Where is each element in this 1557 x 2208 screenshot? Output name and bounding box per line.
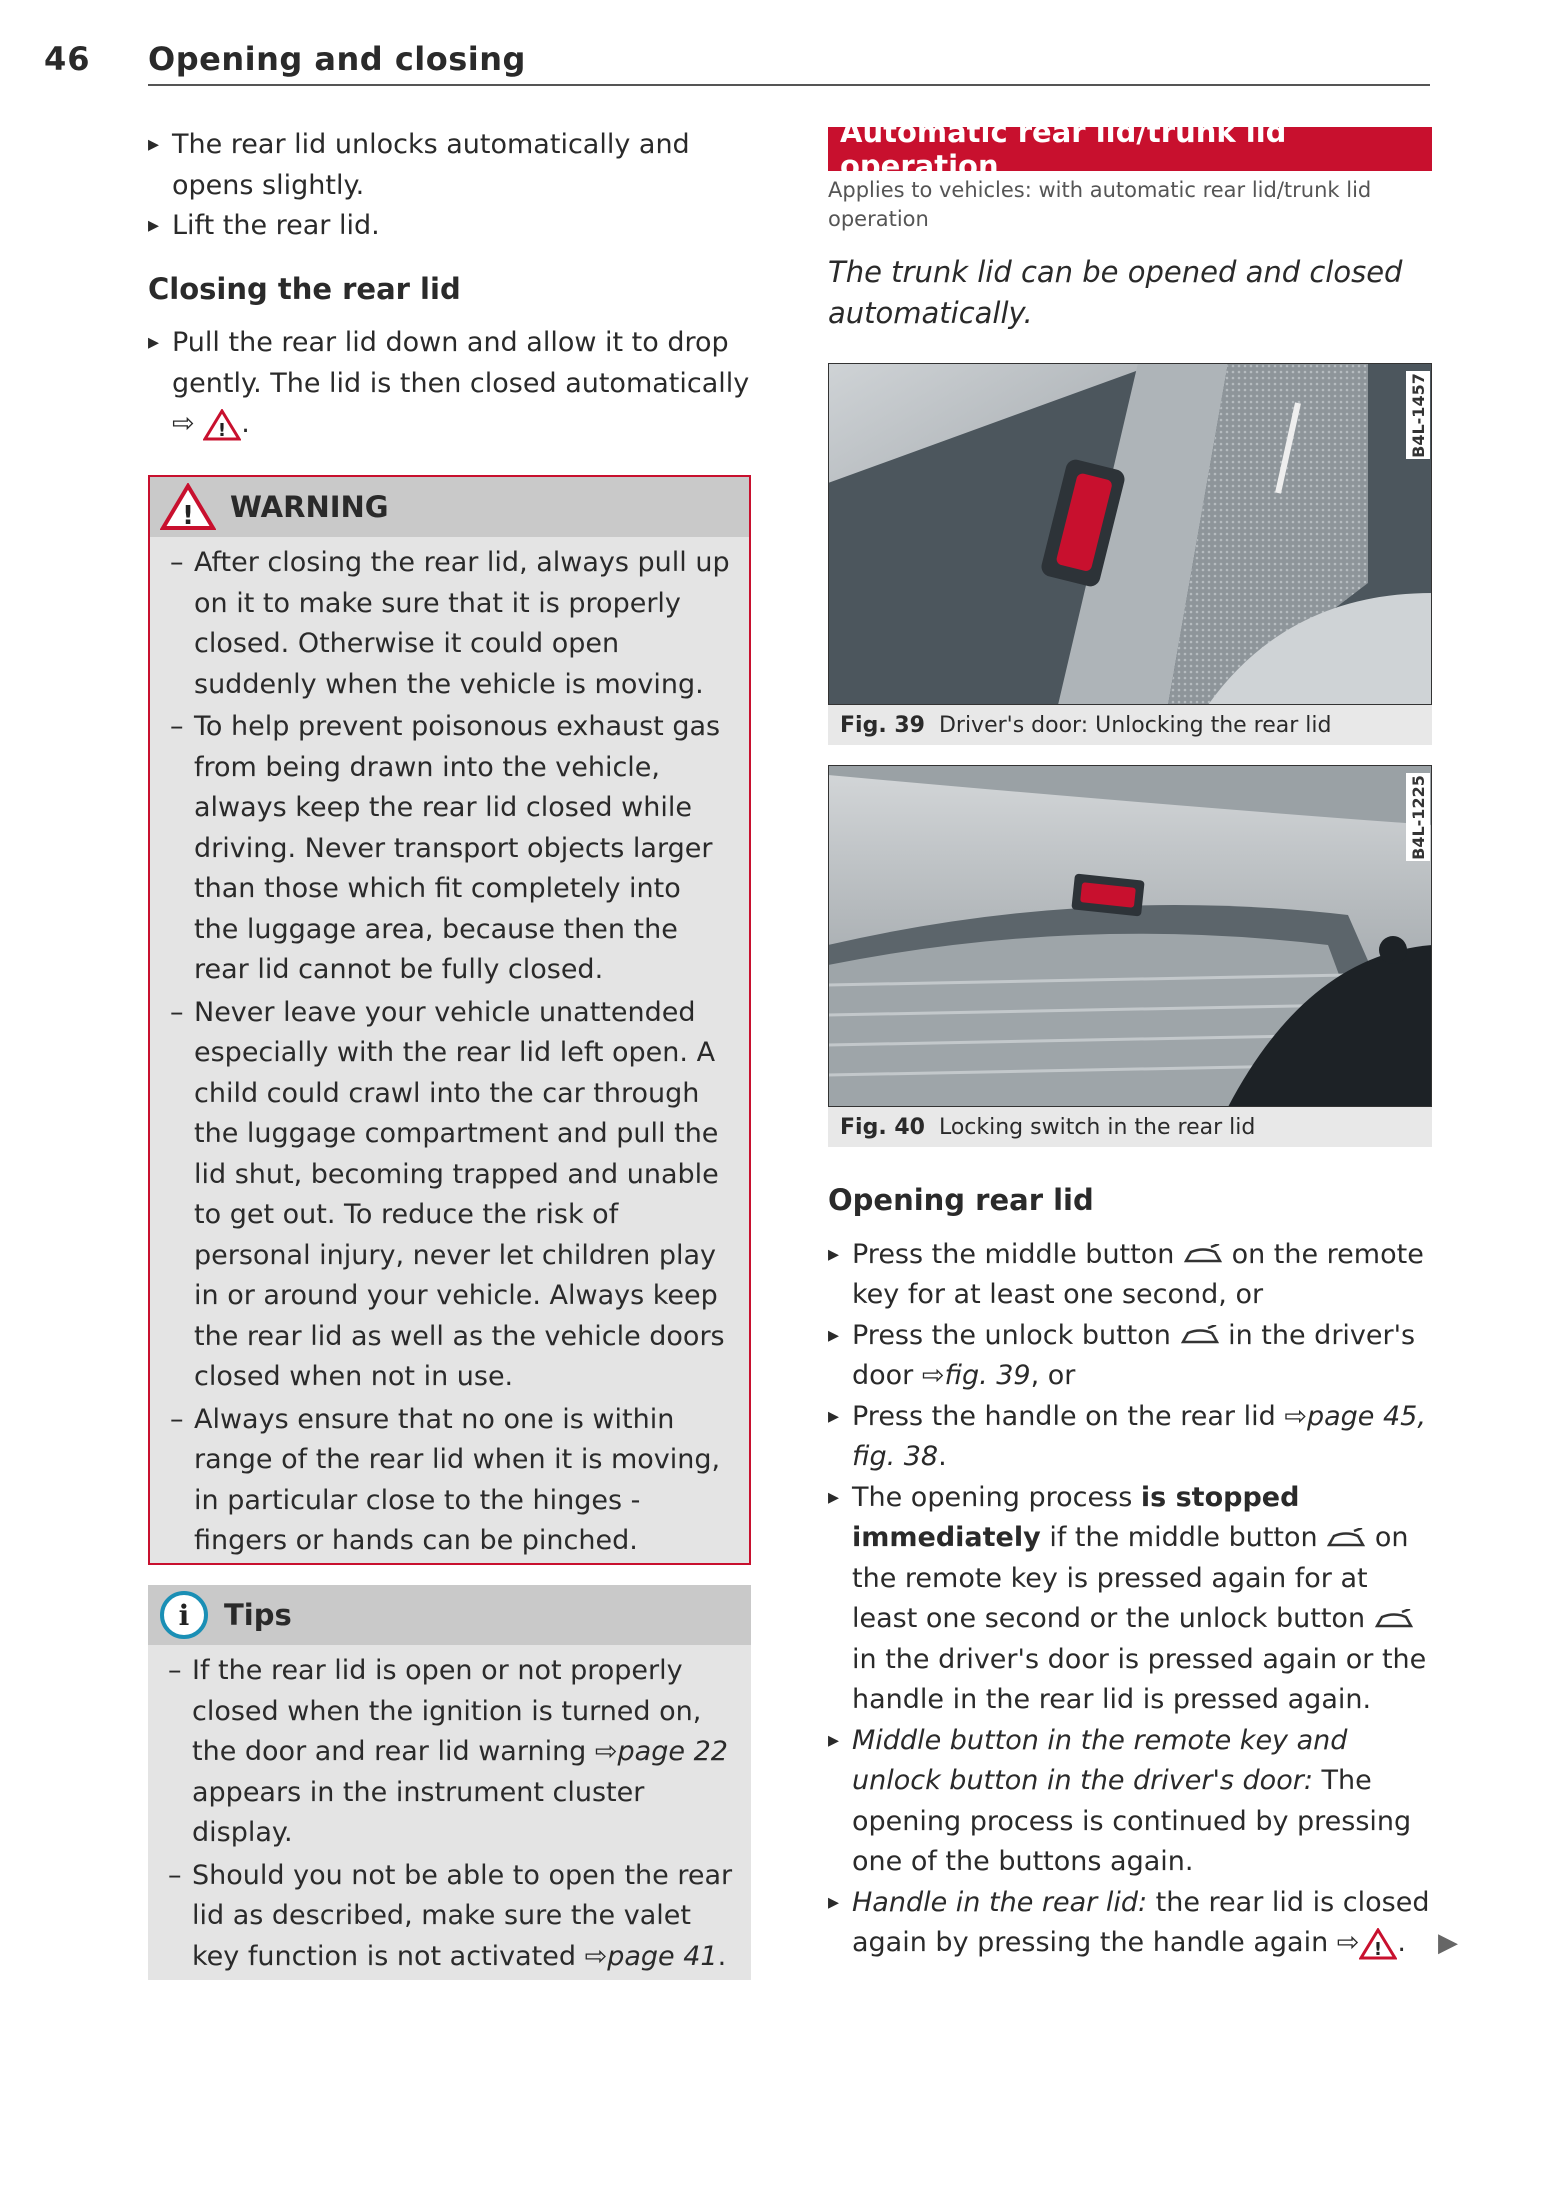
b4-text: The opening process — [852, 1481, 1133, 1513]
b5-text: The opening process is continued by pressing one of the buttons again. — [852, 1765, 1412, 1877]
tips-item1-tail: appears in the instrument cluster display. — [192, 1776, 645, 1848]
b4-text-4: in the driver's door is pressed again or the handle in the rear lid is pressed again. — [852, 1643, 1427, 1715]
opening-section — [828, 1180, 1432, 1964]
rear-lid-illustration — [828, 765, 1432, 1107]
section-title: Opening and closing — [148, 40, 526, 78]
warning-item: – Always ensure that no one is within range of the rear lid when it is moving, in particular close to the hinges - fingers or hands can be pinched. — [170, 1400, 731, 1562]
figure-caption — [828, 705, 1432, 745]
next-page-arrow-icon: ▶ — [1438, 1928, 1458, 1958]
svg-text:!: ! — [182, 501, 194, 531]
fig-ref[interactable]: fig. 39 — [944, 1360, 1031, 1391]
bullet-unlock-button: ▸ Press the unlock button in the driver's door ⇨fig. 39, or — [828, 1316, 1432, 1397]
figure-caption-text: Locking switch in the rear lid — [938, 1114, 1256, 1140]
left-intro — [148, 125, 758, 445]
b6-text: the rear lid is closed again by pressing the handle again — [852, 1886, 1430, 1958]
closing-heading: Closing the rear lid — [148, 271, 461, 306]
bullet-close-handle: ▸ Handle in the rear lid: the rear lid is closed again by pressing the handle again ⇨ ! . — [828, 1883, 1432, 1964]
b3-tail: . — [938, 1441, 947, 1472]
closing-text: Pull the rear lid down and allow it to drop gently. The lid is then closed automatically — [172, 327, 750, 399]
warning-item: – To help prevent poisonous exhaust gas from being drawn into the vehicle, always keep the rear lid closed while driving. Never transport objects larger than those which fit completely into the luggage area, because then the rear lid cannot be fully closed. — [170, 707, 731, 991]
b4-bold: is stopped immediately — [852, 1481, 1300, 1553]
intro-text: The trunk lid can be opened and closed automatically. — [828, 255, 1403, 330]
bullet-unlocks: ▸ The rear lid unlocks automatically and opens slightly. — [148, 125, 758, 206]
b2-text-2: in the driver's door — [852, 1319, 1416, 1391]
tips-title: Tips — [224, 1598, 292, 1632]
b1-text: Press the middle button — [852, 1238, 1175, 1270]
page-number: 46 — [44, 40, 91, 78]
arrow-ref-icon: ⇨ — [172, 408, 195, 439]
warning-header — [150, 477, 749, 537]
warning-box — [148, 475, 751, 1565]
tips-item: – If the rear lid is open or not properly closed when the ignition is turned on, the door and rear lid warning ⇨page 22 appears in the instrument cluster display. — [168, 1651, 733, 1854]
opening-heading: Opening rear lid — [828, 1183, 1094, 1217]
tips-page-ref[interactable]: page 41 — [607, 1940, 718, 1972]
figure-caption-text: Driver's door: Unlocking the rear lid — [938, 712, 1332, 738]
svg-text:i: i — [178, 1599, 190, 1632]
page-ref[interactable]: page 45, fig. 38 — [852, 1400, 1426, 1472]
bullet-closing: ▸ Pull the rear lid down and allow it to drop gently. The lid is then closed automatically ⇨ ! . — [148, 323, 758, 445]
figure-code: B4L-1225 — [1406, 773, 1430, 861]
tips-box — [148, 1585, 751, 1980]
warning-triangle-icon — [203, 409, 241, 441]
figure-39 — [828, 363, 1432, 745]
applies-to: Applies to vehicles: with automatic rear lid/trunk lid operation — [828, 178, 1372, 231]
b5-italic: Middle button in the remote key and unlock button in the driver's door: — [852, 1724, 1348, 1796]
warning-item: – After closing the rear lid, always pull up on it to make sure that it is properly closed. Otherwise it could open suddenly when the vehicle is moving. — [170, 543, 731, 705]
b2-tail: , or — [1030, 1360, 1076, 1391]
warning-item: – Never leave your vehicle unattended especially with the rear lid left open. A child could crawl into the car through the luggage compartment and pull the lid shut, becoming trapped and unable to get out. To reduce the risk of personal injury, never let children play in or around your vehicle. Always keep the rear lid as well as the vehicle doors closed when not in use. — [170, 993, 731, 1398]
b6-italic: Handle in the rear lid: — [852, 1886, 1148, 1918]
tips-item1-text: If the rear lid is open or not properly closed when the ignition is turned on, the door and rear lid warning — [192, 1655, 702, 1767]
warning-body — [150, 537, 749, 1562]
svg-text:!: ! — [218, 419, 227, 441]
warning-triangle-icon — [1359, 1928, 1397, 1960]
door-illustration — [828, 363, 1432, 705]
tips-header — [148, 1585, 751, 1645]
car-open-icon — [1183, 1244, 1223, 1266]
figure-40 — [828, 765, 1432, 1147]
info-icon — [158, 1589, 210, 1641]
b2-text: Press the unlock button — [852, 1319, 1171, 1351]
figure-label: Fig. 40 — [840, 1114, 925, 1140]
bullet-lift: ▸ Lift the rear lid. — [148, 206, 758, 247]
car-open-icon — [1180, 1325, 1220, 1347]
bullet-handle: ▸ Press the handle on the rear lid ⇨page 45, fig. 38. — [828, 1397, 1432, 1478]
tips-body — [148, 1645, 751, 1977]
tips-item: – Should you not be able to open the rear lid as described, make sure the valet key function is not activated ⇨page 41. — [168, 1856, 733, 1978]
figure-code: B4L-1457 — [1406, 371, 1430, 459]
bullet-middle-button — [828, 1235, 1432, 1316]
car-open-icon — [1374, 1609, 1414, 1631]
bullet-stop — [828, 1478, 1432, 1721]
warning-title: WARNING — [230, 490, 389, 524]
svg-text:!: ! — [1374, 1938, 1383, 1960]
figure-caption — [828, 1107, 1432, 1147]
b4-text-3: on the remote key is pressed again for at least one second or the unlock button — [852, 1522, 1409, 1634]
section-bar-title: Automatic rear lid/trunk lid operation — [828, 127, 1432, 171]
figure-label: Fig. 39 — [840, 712, 925, 738]
header-rule — [148, 84, 1430, 86]
tips-item2-text: Should you not be able to open the rear lid as described, make sure the valet key function is not activated — [192, 1859, 733, 1972]
tips-page-ref[interactable]: page 22 — [617, 1736, 728, 1767]
b4-text-2: if the middle button — [1049, 1522, 1318, 1553]
b3-text: Press the handle on the rear lid — [852, 1400, 1276, 1432]
bullet-continue — [828, 1721, 1432, 1883]
warning-triangle-icon — [160, 483, 216, 531]
b1-text-2: on the remote key for at least one second, or — [852, 1238, 1424, 1310]
car-open-icon — [1326, 1528, 1366, 1550]
